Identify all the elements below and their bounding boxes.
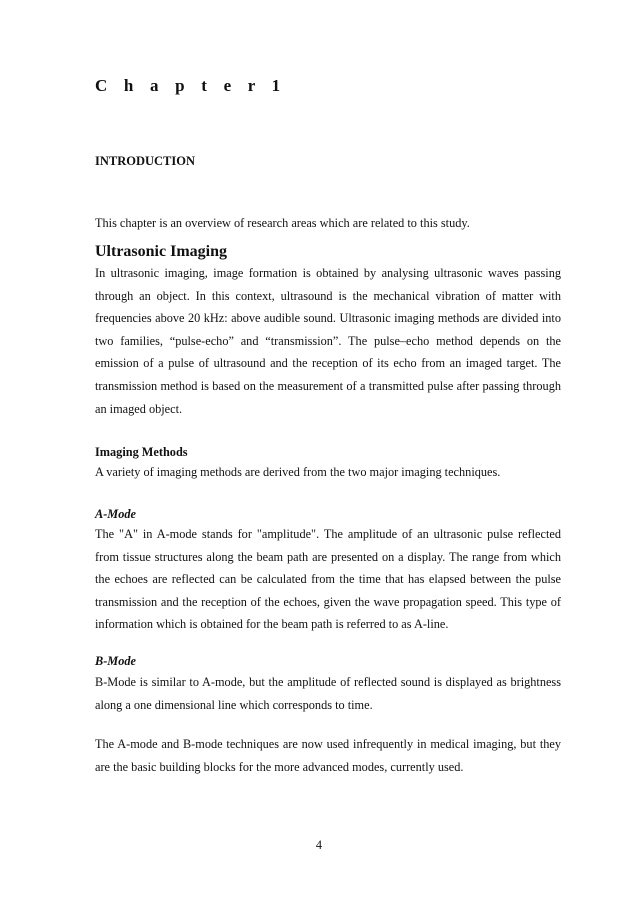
a-mode-heading: A-Mode xyxy=(95,507,136,521)
section-heading: INTRODUCTION xyxy=(95,154,196,168)
b-mode-paragraph: B-Mode is similar to A-mode, but the amplitude of reflected sound is displayed as brightness along a one dimensional line which corresponds to time. xyxy=(95,675,561,712)
imaging-methods-heading: Imaging Methods xyxy=(95,445,188,459)
chapter-title: C h a p t e r 1 xyxy=(95,76,287,95)
ultrasonic-imaging-heading: Ultrasonic Imaging xyxy=(95,243,227,260)
closing-paragraph: The A-mode and B-mode techniques are now used infrequently in medical imaging, but they are the basic building blocks for the more advanced modes, currently used. xyxy=(95,737,561,774)
ultrasonic-imaging-paragraph: In ultrasonic imaging, image formation is obtained by analysing ultrasonic waves passing through an object. In this context, ultrasound is the mechanical vibration of matter with frequencies above 20 kHz: above audible sound. Ultrasonic imaging methods are divided into two families, “pulse-echo” and “transmission”. The pulse–echo method depends on the emission of a pulse of ultrasound and the reception of its echo from an imaged target. The transmission method is based on the measurement of a transmitted pulse after passing through an imaged object. xyxy=(95,266,561,416)
imaging-methods-paragraph: A variety of imaging methods are derived from the two major imaging techniques. xyxy=(95,465,501,479)
b-mode-heading: B-Mode xyxy=(95,654,136,668)
a-mode-paragraph: The "A" in A-mode stands for "amplitude". The amplitude of an ultrasonic pulse reflected from tissue structures along the beam path are presented on a display. The range from which the echoes are reflected can be calculated from the time that has elapsed between the pulse transmission and the reception of the echoes, given the wave propagation speed. This type of information which is obtained for the beam path is referred to as A-line. xyxy=(95,527,561,632)
intro-paragraph: This chapter is an overview of research areas which are related to this study. xyxy=(95,216,470,230)
page-number: 4 xyxy=(315,838,323,852)
